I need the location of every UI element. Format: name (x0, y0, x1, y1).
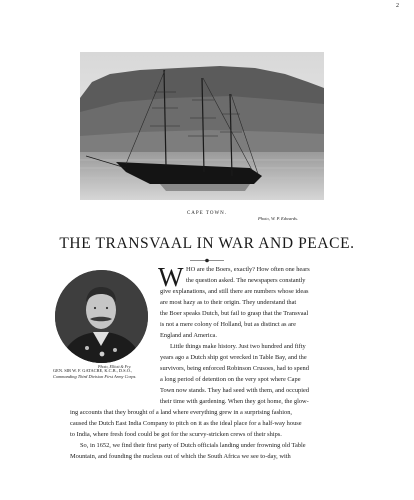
body-line: So, in 1652, we find their first party of Dutch officials landing under frowning old Table (80, 442, 306, 449)
page-number: 2 (396, 3, 399, 9)
body-line: to India, where fresh food could be got for the scurvy-stricken crews of their ships. (70, 431, 282, 438)
body-line: survivors, being enforced Robinson Crusoes, had to spend (160, 365, 309, 372)
portrait-credit: Photo, Elliott & Fry. (98, 364, 132, 369)
body-line: Little things make history. Just two hundred and fifty (170, 343, 306, 350)
body-line: caused the Dutch East India Company to pitch on it as the ideal place for a half-way house (70, 420, 302, 427)
body-line: the question asked. The newspapers constantly (186, 277, 306, 284)
body-line: ing accounts that they brought of a land where everything grew in a surprising fashion, (70, 409, 293, 416)
body-line: are most hazy as to their origin. They understand that (160, 299, 297, 306)
article-title: THE TRANSVAAL IN WAR AND PEACE. (59, 235, 355, 252)
cape-town-photograph (80, 52, 324, 200)
photo-credit: Photo, W. P. Edwards. (258, 216, 298, 221)
body-line: give explanations, and still there are numbers whose ideas (160, 288, 309, 295)
body-line: Town now stands. They had seed with them, and occupied (160, 387, 310, 394)
portrait-caption-name: GEN. SIR W. F. GATACRE, K.C.B., D.S.O., (53, 368, 133, 373)
portrait-image (55, 270, 148, 363)
body-line: HO are the Boers, exactly? How often one hears (186, 266, 310, 273)
ornamental-rule (190, 258, 224, 263)
portrait-caption (53, 368, 147, 379)
body-line: a long period of detention on the very spot where Cape (160, 376, 301, 383)
ship-at-cape-town-image (80, 52, 324, 200)
portrait-caption-role: Commanding Third Division First Army Corps. (53, 373, 137, 379)
drop-cap: W (158, 262, 184, 292)
photo-caption: CAPE TOWN. (186, 211, 228, 216)
body-line: Mountain, and founding the nucleus out of which the South Africa we see to-day, with (70, 453, 291, 460)
body-line: their time with gardening. When they got home, the glow- (160, 398, 309, 405)
body-line: years ago a Dutch ship got wrecked in Table Bay, and the (160, 354, 307, 361)
body-line: is not a mere colony of Holland, but as distinct as are (160, 321, 296, 328)
general-portrait (55, 270, 148, 363)
body-line: England and America. (160, 332, 217, 339)
body-line: the Boer speaks Dutch, but fail to grasp that the Transvaal (160, 310, 309, 317)
